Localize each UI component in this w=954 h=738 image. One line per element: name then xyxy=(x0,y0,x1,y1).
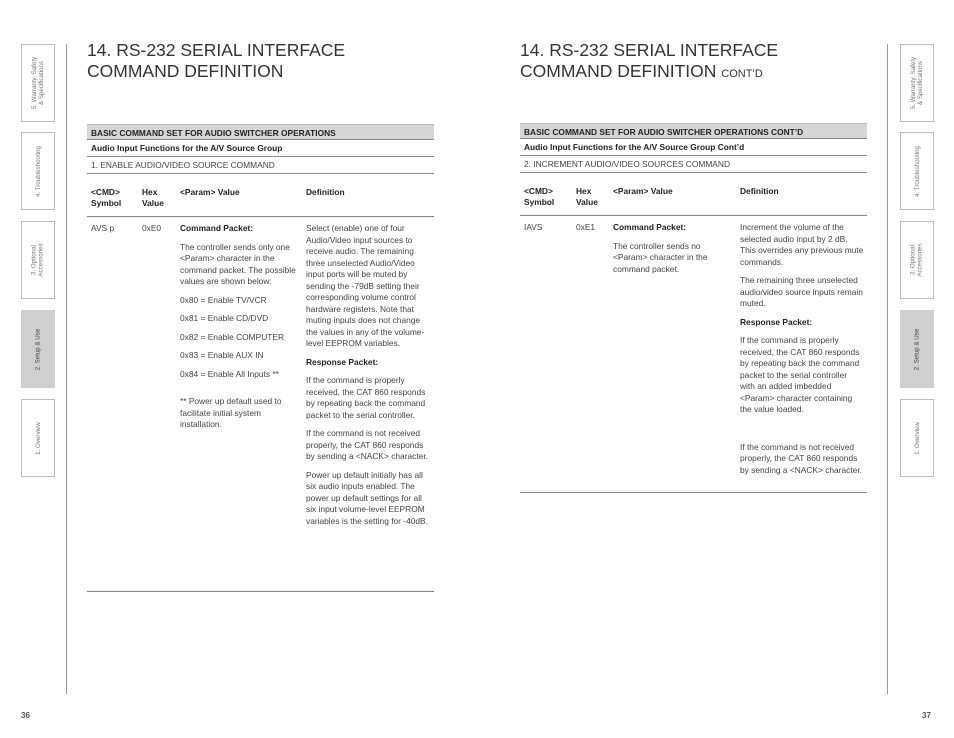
left-command-table xyxy=(87,124,434,623)
tab-label: 1. Overview xyxy=(913,421,921,455)
cmd-symbol: IAVS xyxy=(524,222,543,232)
response-text-2: If the command is not received properly, the CAT 860 responds by sending a <NACK> character. xyxy=(306,428,428,461)
tab-label: 3. Optional Accessories xyxy=(910,243,925,277)
tab-label: 3. Optional Accessories xyxy=(31,243,46,277)
response-title: Response Packet: xyxy=(740,316,813,327)
response-title: Response Packet: xyxy=(306,356,379,367)
tab-label: 2. Setup & Use xyxy=(913,328,921,370)
cmd-symbol: AVS p xyxy=(91,223,115,233)
left-page-title xyxy=(87,40,345,82)
table-row xyxy=(87,223,434,623)
col-cmd-symbol: <CMD> Symbol xyxy=(524,186,555,207)
left-tab-overview[interactable] xyxy=(21,399,55,477)
right-tab-warranty[interactable] xyxy=(900,44,934,122)
left-tab-accessories[interactable] xyxy=(21,221,55,299)
table-section: 2. INCREMENT AUDIO/VIDEO SOURCES COMMAND xyxy=(520,156,867,173)
response-text-2: If the command is not received properly, the CAT 860 responds by sending a <NACK> character. xyxy=(740,441,862,475)
left-page-number: 36 xyxy=(21,711,30,720)
param-value-1: 0x81 = Enable CD/DVD xyxy=(180,313,269,323)
tab-label: 2. Setup & Use xyxy=(34,328,42,370)
tab-label: 5. Warranty, Safety & Specifications xyxy=(910,56,924,110)
definition-text-2: The remaining three unselected audio/video source inputs remain muted. xyxy=(740,275,863,308)
col-hex-value: Hex Value xyxy=(142,187,164,208)
response-text-1: If the command is properly received, the CAT 860 responds by repeating back the command packet to the serial controller with an added imbedded <Param> character containing the value loaded. xyxy=(740,335,860,414)
table-row xyxy=(520,222,867,512)
param-cell xyxy=(180,223,298,438)
table-subheader: Audio Input Functions for the A/V Source Group Cont’d xyxy=(520,139,867,156)
col-definition: Definition xyxy=(306,187,345,197)
tab-label: 4. Troubleshooting xyxy=(913,145,921,197)
left-table-end-rule xyxy=(87,591,434,592)
hex-value: 0xE1 xyxy=(576,222,596,232)
col-definition: Definition xyxy=(740,186,779,196)
right-tab-overview[interactable] xyxy=(900,399,934,477)
table-header: BASIC COMMAND SET FOR AUDIO SWITCHER OPERATIONS CONT’D xyxy=(520,123,867,139)
definition-text: Select (enable) one of four Audio/Video input sources to receive audio. The remaining three unselected Audio/Video input ports will be muted by sending the -79dB setting their corresponding volume control hardware registers. Note that muting inputs does not change the values in any of the volume-level EEPROM variables. xyxy=(306,223,425,348)
definition-text-1: Increment the volume of the selected audio input by 2 dB. This overrides any previous mute commands. xyxy=(740,222,864,267)
tab-label: 5. Warranty, Safety & Specifications xyxy=(31,56,45,110)
param-value-2: 0x82 = Enable COMPUTER xyxy=(180,331,285,342)
right-tab-troubleshooting[interactable] xyxy=(900,132,934,210)
right-title-line1: 14. RS-232 SERIAL INTERFACE xyxy=(520,40,779,60)
left-title-line1: 14. RS-232 SERIAL INTERFACE xyxy=(87,40,346,60)
col-param-value: <Param> Value xyxy=(613,186,673,196)
right-command-table xyxy=(520,123,867,512)
right-title-line2: COMMAND DEFINITION xyxy=(520,61,717,81)
table-section: 1. ENABLE AUDIO/VIDEO SOURCE COMMAND xyxy=(87,157,434,174)
col-param-value: <Param> Value xyxy=(180,187,240,197)
left-margin-rule xyxy=(66,44,67,694)
column-headers xyxy=(520,183,867,216)
hex-value: 0xE0 xyxy=(142,223,162,233)
definition-cell xyxy=(306,223,430,534)
col-hex-value: Hex Value xyxy=(576,186,598,207)
table-subheader: Audio Input Functions for the A/V Source Group xyxy=(87,140,434,157)
right-tab-setup-use[interactable] xyxy=(900,310,934,388)
param-value-0: 0x80 = Enable TV/VCR xyxy=(180,294,267,305)
col-cmd-symbol: <CMD> Symbol xyxy=(91,187,122,208)
response-text-1: If the command is properly received, the CAT 860 responds by repeating back the command packet to the serial controller. xyxy=(306,375,426,420)
param-title: Command Packet: xyxy=(180,223,254,233)
table-header: BASIC COMMAND SET FOR AUDIO SWITCHER OPERATIONS xyxy=(87,124,434,140)
left-tab-setup-use[interactable] xyxy=(21,310,55,388)
param-value-4: 0x84 = Enable All Inputs ** xyxy=(180,368,279,379)
right-tab-accessories[interactable] xyxy=(900,221,934,299)
left-tab-warranty[interactable] xyxy=(21,44,55,122)
left-title-line2: COMMAND DEFINITION xyxy=(87,61,284,81)
column-headers xyxy=(87,184,434,217)
right-margin-rule xyxy=(887,44,888,694)
right-page-number: 37 xyxy=(922,711,931,720)
definition-cell xyxy=(740,222,864,483)
param-note: ** Power up default used to facilitate initial system installation. xyxy=(180,396,282,429)
right-title-contd: CONT’D xyxy=(721,68,763,80)
param-value-3: 0x83 = Enable AUX IN xyxy=(180,350,264,360)
param-text: The controller sends only one <Param> character in the command packet. The possible values are shown below: xyxy=(180,241,296,286)
param-text: The controller sends no <Param> character in the command packet. xyxy=(613,240,708,274)
right-table-end-rule xyxy=(520,492,867,493)
param-cell xyxy=(613,222,731,282)
left-tab-troubleshooting[interactable] xyxy=(21,132,55,210)
right-page-title xyxy=(520,40,778,85)
tab-label: 1. Overview xyxy=(34,421,42,455)
param-title: Command Packet: xyxy=(613,222,687,232)
response-text-3: Power up default initially has all six audio inputs enabled. The power up default settings for all six input volume-level EEPROM variables is the setting for -40dB. xyxy=(306,469,428,526)
tab-label: 4. Troubleshooting xyxy=(34,145,42,197)
